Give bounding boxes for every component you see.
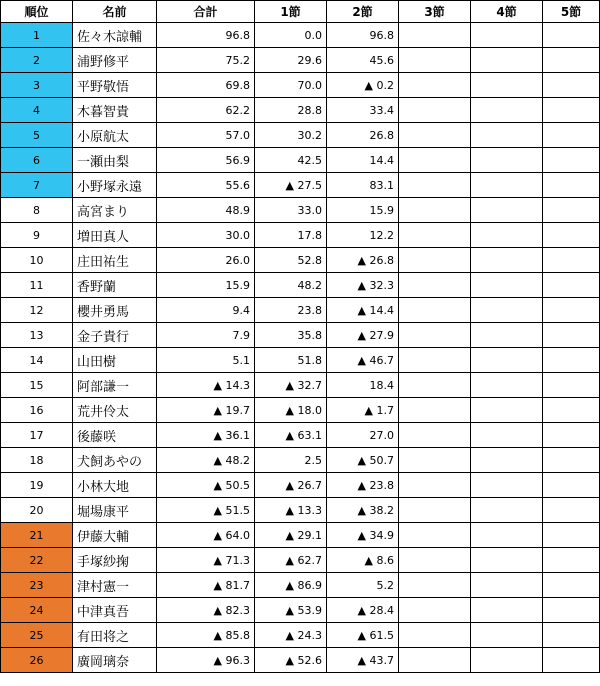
section-1-cell: 30.2	[255, 123, 327, 148]
header-section-1: 1節	[255, 1, 327, 23]
table-row	[1, 373, 600, 398]
section-2-cell: ▲ 46.7	[327, 348, 399, 373]
section-5-cell	[543, 598, 600, 623]
table-row	[1, 173, 600, 198]
rank-cell: 19	[1, 473, 73, 498]
section-4-cell	[471, 323, 543, 348]
section-2-cell: ▲ 26.8	[327, 248, 399, 273]
table-row	[1, 323, 600, 348]
section-2-cell: 5.2	[327, 573, 399, 598]
name-cell: 伊藤大輔	[73, 523, 157, 548]
rank-cell: 5	[1, 123, 73, 148]
section-1-cell: ▲ 13.3	[255, 498, 327, 523]
total-cell: 7.9	[157, 323, 255, 348]
section-4-cell	[471, 423, 543, 448]
section-1-cell: 29.6	[255, 48, 327, 73]
name-cell: 小野塚永遠	[73, 173, 157, 198]
section-2-cell: 96.8	[327, 23, 399, 48]
section-3-cell	[399, 523, 471, 548]
table-row	[1, 548, 600, 573]
header-name: 名前	[73, 1, 157, 23]
section-4-cell	[471, 98, 543, 123]
section-1-cell: ▲ 53.9	[255, 598, 327, 623]
section-1-cell: 51.8	[255, 348, 327, 373]
name-cell: 阿部謙一	[73, 373, 157, 398]
section-4-cell	[471, 23, 543, 48]
section-2-cell: ▲ 38.2	[327, 498, 399, 523]
section-3-cell	[399, 73, 471, 98]
section-1-cell: 70.0	[255, 73, 327, 98]
table-body	[1, 23, 600, 673]
table-row	[1, 423, 600, 448]
rank-cell: 25	[1, 623, 73, 648]
name-cell: 中津真吾	[73, 598, 157, 623]
header-total: 合計	[157, 1, 255, 23]
section-4-cell	[471, 498, 543, 523]
section-1-cell: ▲ 18.0	[255, 398, 327, 423]
table-row	[1, 298, 600, 323]
section-5-cell	[543, 223, 600, 248]
rank-cell: 11	[1, 273, 73, 298]
table-row	[1, 48, 600, 73]
section-1-cell: 17.8	[255, 223, 327, 248]
section-5-cell	[543, 73, 600, 98]
header-section-2: 2節	[327, 1, 399, 23]
section-5-cell	[543, 348, 600, 373]
section-1-cell: 33.0	[255, 198, 327, 223]
section-5-cell	[543, 123, 600, 148]
total-cell: ▲ 51.5	[157, 498, 255, 523]
table-row	[1, 198, 600, 223]
total-cell: 69.8	[157, 73, 255, 98]
section-3-cell	[399, 223, 471, 248]
total-cell: 75.2	[157, 48, 255, 73]
table-row	[1, 223, 600, 248]
section-5-cell	[543, 323, 600, 348]
section-1-cell: ▲ 27.5	[255, 173, 327, 198]
section-5-cell	[543, 273, 600, 298]
section-4-cell	[471, 623, 543, 648]
total-cell: 55.6	[157, 173, 255, 198]
name-cell: 荒井伶太	[73, 398, 157, 423]
rank-cell: 9	[1, 223, 73, 248]
rank-cell: 1	[1, 23, 73, 48]
section-2-cell: ▲ 1.7	[327, 398, 399, 423]
rank-cell: 21	[1, 523, 73, 548]
section-2-cell: 83.1	[327, 173, 399, 198]
section-3-cell	[399, 548, 471, 573]
section-5-cell	[543, 373, 600, 398]
section-5-cell	[543, 198, 600, 223]
table-row	[1, 73, 600, 98]
rank-cell: 4	[1, 98, 73, 123]
section-1-cell: 23.8	[255, 298, 327, 323]
section-4-cell	[471, 248, 543, 273]
section-4-cell	[471, 373, 543, 398]
section-3-cell	[399, 373, 471, 398]
total-cell: 62.2	[157, 98, 255, 123]
section-5-cell	[543, 48, 600, 73]
section-1-cell: ▲ 52.6	[255, 648, 327, 673]
section-3-cell	[399, 198, 471, 223]
table-row	[1, 473, 600, 498]
section-4-cell	[471, 123, 543, 148]
rank-cell: 10	[1, 248, 73, 273]
section-1-cell: 0.0	[255, 23, 327, 48]
section-1-cell: 48.2	[255, 273, 327, 298]
total-cell: ▲ 14.3	[157, 373, 255, 398]
name-cell: 金子貴行	[73, 323, 157, 348]
table-row	[1, 448, 600, 473]
name-cell: 浦野修平	[73, 48, 157, 73]
table-row	[1, 248, 600, 273]
section-5-cell	[543, 23, 600, 48]
section-4-cell	[471, 173, 543, 198]
section-5-cell	[543, 548, 600, 573]
section-5-cell	[543, 248, 600, 273]
name-cell: 佐々木諒輔	[73, 23, 157, 48]
section-3-cell	[399, 298, 471, 323]
total-cell: 9.4	[157, 298, 255, 323]
section-1-cell: 42.5	[255, 148, 327, 173]
total-cell: ▲ 96.3	[157, 648, 255, 673]
section-4-cell	[471, 448, 543, 473]
total-cell: 48.9	[157, 198, 255, 223]
header-section-5: 5節	[543, 1, 600, 23]
section-1-cell: ▲ 62.7	[255, 548, 327, 573]
section-2-cell: ▲ 34.9	[327, 523, 399, 548]
section-5-cell	[543, 498, 600, 523]
section-3-cell	[399, 598, 471, 623]
section-4-cell	[471, 398, 543, 423]
name-cell: 小原航太	[73, 123, 157, 148]
table-row	[1, 273, 600, 298]
rank-cell: 14	[1, 348, 73, 373]
section-3-cell	[399, 573, 471, 598]
rank-cell: 20	[1, 498, 73, 523]
name-cell: 平野敬悟	[73, 73, 157, 98]
section-1-cell: ▲ 32.7	[255, 373, 327, 398]
rank-cell: 8	[1, 198, 73, 223]
section-5-cell	[543, 148, 600, 173]
section-4-cell	[471, 523, 543, 548]
total-cell: 26.0	[157, 248, 255, 273]
name-cell: 高宮まり	[73, 198, 157, 223]
rank-cell: 2	[1, 48, 73, 73]
table-row	[1, 498, 600, 523]
section-2-cell: 14.4	[327, 148, 399, 173]
section-2-cell: 12.2	[327, 223, 399, 248]
section-2-cell: ▲ 27.9	[327, 323, 399, 348]
rank-cell: 24	[1, 598, 73, 623]
section-3-cell	[399, 148, 471, 173]
table-row	[1, 573, 600, 598]
section-4-cell	[471, 198, 543, 223]
total-cell: ▲ 48.2	[157, 448, 255, 473]
total-cell: ▲ 19.7	[157, 398, 255, 423]
table-row	[1, 123, 600, 148]
section-1-cell: 2.5	[255, 448, 327, 473]
table-row	[1, 523, 600, 548]
header-section-3: 3節	[399, 1, 471, 23]
section-4-cell	[471, 73, 543, 98]
section-4-cell	[471, 573, 543, 598]
section-2-cell: 33.4	[327, 98, 399, 123]
section-5-cell	[543, 473, 600, 498]
rank-cell: 3	[1, 73, 73, 98]
section-2-cell: 15.9	[327, 198, 399, 223]
rank-cell: 6	[1, 148, 73, 173]
name-cell: 津村憲一	[73, 573, 157, 598]
total-cell: 5.1	[157, 348, 255, 373]
section-3-cell	[399, 173, 471, 198]
section-3-cell	[399, 423, 471, 448]
section-1-cell: ▲ 86.9	[255, 573, 327, 598]
section-1-cell: 35.8	[255, 323, 327, 348]
section-1-cell: 52.8	[255, 248, 327, 273]
section-3-cell	[399, 398, 471, 423]
total-cell: 96.8	[157, 23, 255, 48]
section-2-cell: ▲ 61.5	[327, 623, 399, 648]
section-5-cell	[543, 173, 600, 198]
section-2-cell: ▲ 32.3	[327, 273, 399, 298]
total-cell: ▲ 82.3	[157, 598, 255, 623]
section-5-cell	[543, 423, 600, 448]
table-row	[1, 648, 600, 673]
section-2-cell: ▲ 28.4	[327, 598, 399, 623]
section-4-cell	[471, 148, 543, 173]
section-3-cell	[399, 123, 471, 148]
section-1-cell: ▲ 29.1	[255, 523, 327, 548]
section-3-cell	[399, 98, 471, 123]
section-2-cell: ▲ 23.8	[327, 473, 399, 498]
rank-cell: 17	[1, 423, 73, 448]
section-2-cell: 18.4	[327, 373, 399, 398]
name-cell: 小林大地	[73, 473, 157, 498]
section-3-cell	[399, 48, 471, 73]
section-3-cell	[399, 648, 471, 673]
total-cell: 30.0	[157, 223, 255, 248]
section-5-cell	[543, 648, 600, 673]
section-4-cell	[471, 223, 543, 248]
section-2-cell: ▲ 50.7	[327, 448, 399, 473]
section-2-cell: ▲ 8.6	[327, 548, 399, 573]
section-2-cell: 26.8	[327, 123, 399, 148]
section-4-cell	[471, 298, 543, 323]
name-cell: 手塚紗掬	[73, 548, 157, 573]
section-5-cell	[543, 98, 600, 123]
section-4-cell	[471, 598, 543, 623]
rank-cell: 16	[1, 398, 73, 423]
name-cell: 香野蘭	[73, 273, 157, 298]
total-cell: 57.0	[157, 123, 255, 148]
name-cell: 後藤咲	[73, 423, 157, 448]
table-row	[1, 23, 600, 48]
rank-cell: 23	[1, 573, 73, 598]
section-2-cell: ▲ 43.7	[327, 648, 399, 673]
name-cell: 木暮智貴	[73, 98, 157, 123]
section-5-cell	[543, 398, 600, 423]
section-3-cell	[399, 473, 471, 498]
rank-cell: 7	[1, 173, 73, 198]
name-cell: 廣岡璃奈	[73, 648, 157, 673]
total-cell: ▲ 85.8	[157, 623, 255, 648]
section-3-cell	[399, 323, 471, 348]
header-section-4: 4節	[471, 1, 543, 23]
table-row	[1, 98, 600, 123]
section-4-cell	[471, 348, 543, 373]
table-row	[1, 598, 600, 623]
section-5-cell	[543, 623, 600, 648]
section-3-cell	[399, 248, 471, 273]
section-3-cell	[399, 348, 471, 373]
section-4-cell	[471, 48, 543, 73]
total-cell: 15.9	[157, 273, 255, 298]
section-3-cell	[399, 23, 471, 48]
table-row	[1, 398, 600, 423]
total-cell: ▲ 36.1	[157, 423, 255, 448]
rank-cell: 12	[1, 298, 73, 323]
header-rank: 順位	[1, 1, 73, 23]
table-row	[1, 623, 600, 648]
section-5-cell	[543, 448, 600, 473]
name-cell: 犬飼あやの	[73, 448, 157, 473]
section-3-cell	[399, 448, 471, 473]
section-3-cell	[399, 498, 471, 523]
section-4-cell	[471, 648, 543, 673]
rank-cell: 15	[1, 373, 73, 398]
rank-cell: 13	[1, 323, 73, 348]
rank-cell: 22	[1, 548, 73, 573]
name-cell: 有田将之	[73, 623, 157, 648]
name-cell: 櫻井勇馬	[73, 298, 157, 323]
section-3-cell	[399, 623, 471, 648]
section-2-cell: 27.0	[327, 423, 399, 448]
rank-cell: 18	[1, 448, 73, 473]
name-cell: 増田真人	[73, 223, 157, 248]
section-5-cell	[543, 573, 600, 598]
section-2-cell: 45.6	[327, 48, 399, 73]
name-cell: 庄田祐生	[73, 248, 157, 273]
name-cell: 山田樹	[73, 348, 157, 373]
rank-cell: 26	[1, 648, 73, 673]
section-4-cell	[471, 473, 543, 498]
total-cell: ▲ 64.0	[157, 523, 255, 548]
total-cell: ▲ 81.7	[157, 573, 255, 598]
section-2-cell: ▲ 14.4	[327, 298, 399, 323]
total-cell: ▲ 71.3	[157, 548, 255, 573]
table-row	[1, 148, 600, 173]
section-3-cell	[399, 273, 471, 298]
name-cell: 一瀬由梨	[73, 148, 157, 173]
table-row	[1, 348, 600, 373]
section-1-cell: ▲ 63.1	[255, 423, 327, 448]
total-cell: 56.9	[157, 148, 255, 173]
section-4-cell	[471, 548, 543, 573]
section-5-cell	[543, 298, 600, 323]
total-cell: ▲ 50.5	[157, 473, 255, 498]
section-2-cell: ▲ 0.2	[327, 73, 399, 98]
header-row	[1, 1, 600, 23]
name-cell: 堀場康平	[73, 498, 157, 523]
section-4-cell	[471, 273, 543, 298]
section-1-cell: ▲ 26.7	[255, 473, 327, 498]
section-1-cell: ▲ 24.3	[255, 623, 327, 648]
section-1-cell: 28.8	[255, 98, 327, 123]
section-5-cell	[543, 523, 600, 548]
